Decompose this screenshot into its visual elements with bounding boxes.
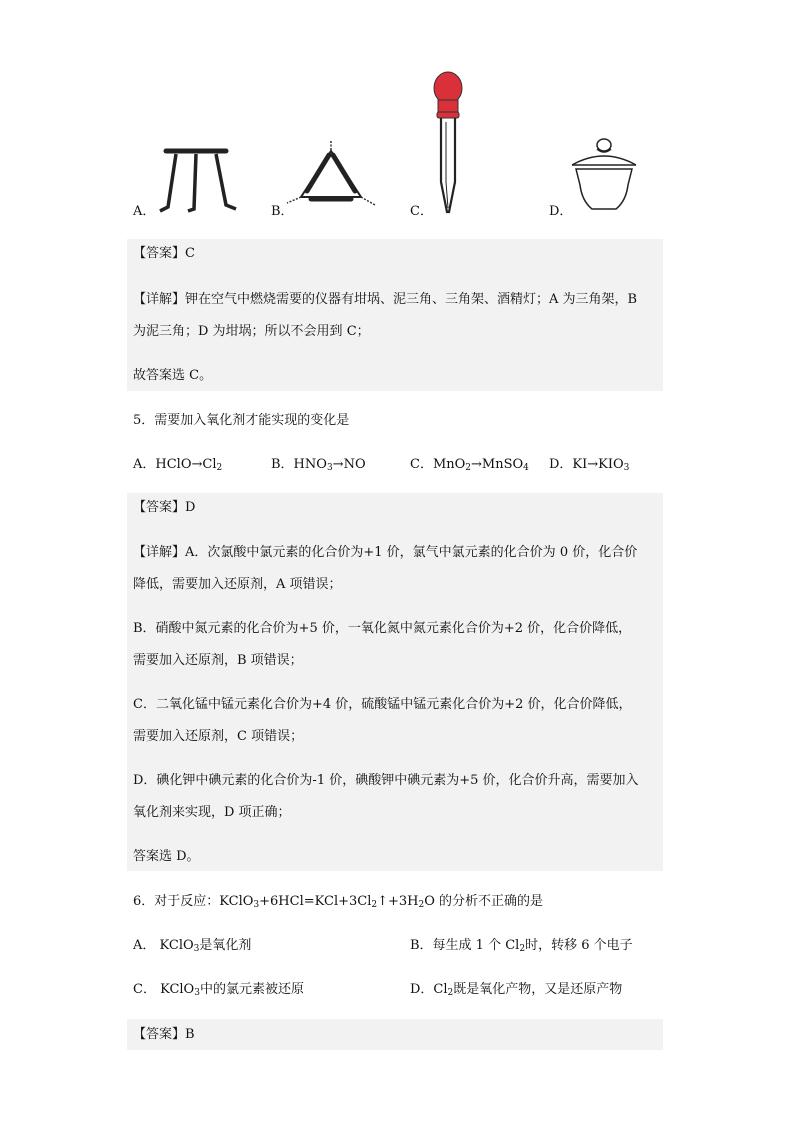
option-a-label: A． [133,204,156,219]
option-b-label: B． [271,204,294,219]
option-c-label: C． [410,204,433,219]
q6-answer-block [127,1019,663,1050]
q4-conclusion: 故答案选 C。 [133,368,213,383]
q6-option-b: B．每生成 1 个 $Cl_2$时，转移 6 个电子 [410,938,633,954]
q4-detail-line-2: 为泥三角；D 为坩埚；所以不会用到 C； [133,324,370,339]
q5-detail-a-1: 【详解】A．次氯酸中氯元素的化合价为+1 价，氯气中氯元素的化合价为 0 价，化合价 [133,545,638,560]
crucible-icon [566,135,642,215]
q5-conclusion: 答案选 D。 [133,849,200,864]
q5-answer: 【答案】D [133,500,196,515]
option-d-label: D． [549,204,573,219]
q5-option-a: A．$HClO\to Cl_2$ [133,457,223,473]
q6-option-a: A． KClO$_3$是氧化剂 [133,938,252,954]
q5-stem: 5．需要加入氧化剂才能实现的变化是 [133,413,350,428]
q5-option-c: C．MnO$_2$→MnSO$_4$ [410,457,529,473]
q5-detail-b-1: B．硝酸中氮元素的化合价为+5 价，一氧化氮中氮元素化合价为+2 价，化合价降低， [133,621,632,636]
q6-stem: 6．对于反应：$KClO_3+6HCl=KCl+3Cl_2↑+3H_2O$ 的分析不正确的是 [133,894,544,910]
dropper-icon [428,70,468,218]
q4-answer: 【答案】C [133,246,195,261]
q5-detail-d-2: 氧化剂来实现，D 项正确； [133,805,291,820]
q5-detail-c-2: 需要加入还原剂，C 项错误； [133,729,304,744]
q5-detail-c-1: C．二氧化锰中锰元素化合价为+4 价，硫酸锰中锰元素化合价为+2 价，化合价降低， [133,697,632,712]
q6-answer: 【答案】B [133,1027,195,1042]
q5-detail-b-2: 需要加入还原剂，B 项错误； [133,653,303,668]
q5-detail-d-1: D．碘化钾中碘元素的化合价为-1 价，碘酸钾中碘元素为+5 价，化合价升高，需要加入 [133,773,639,788]
clay-triangle-icon [285,135,377,215]
tripod-stand-icon [160,145,240,217]
q5-option-b: B．$HNO_3\to NO$ [271,457,366,473]
q6-option-d: D．$Cl_2$既是氧化产物，又是还原产物 [410,982,623,998]
q6-option-c: C． KClO$_3$中的氯元素被还原 [133,982,304,998]
q5-detail-a-2: 降低，需要加入还原剂，A 项错误； [133,577,342,592]
q4-detail-line-1: 【详解】钾在空气中燃烧需要的仪器有坩埚、泥三角、三角架、酒精灯；A 为三角架，B [133,292,638,307]
q5-option-d: D．$KI\to KIO_3$ [549,457,630,473]
